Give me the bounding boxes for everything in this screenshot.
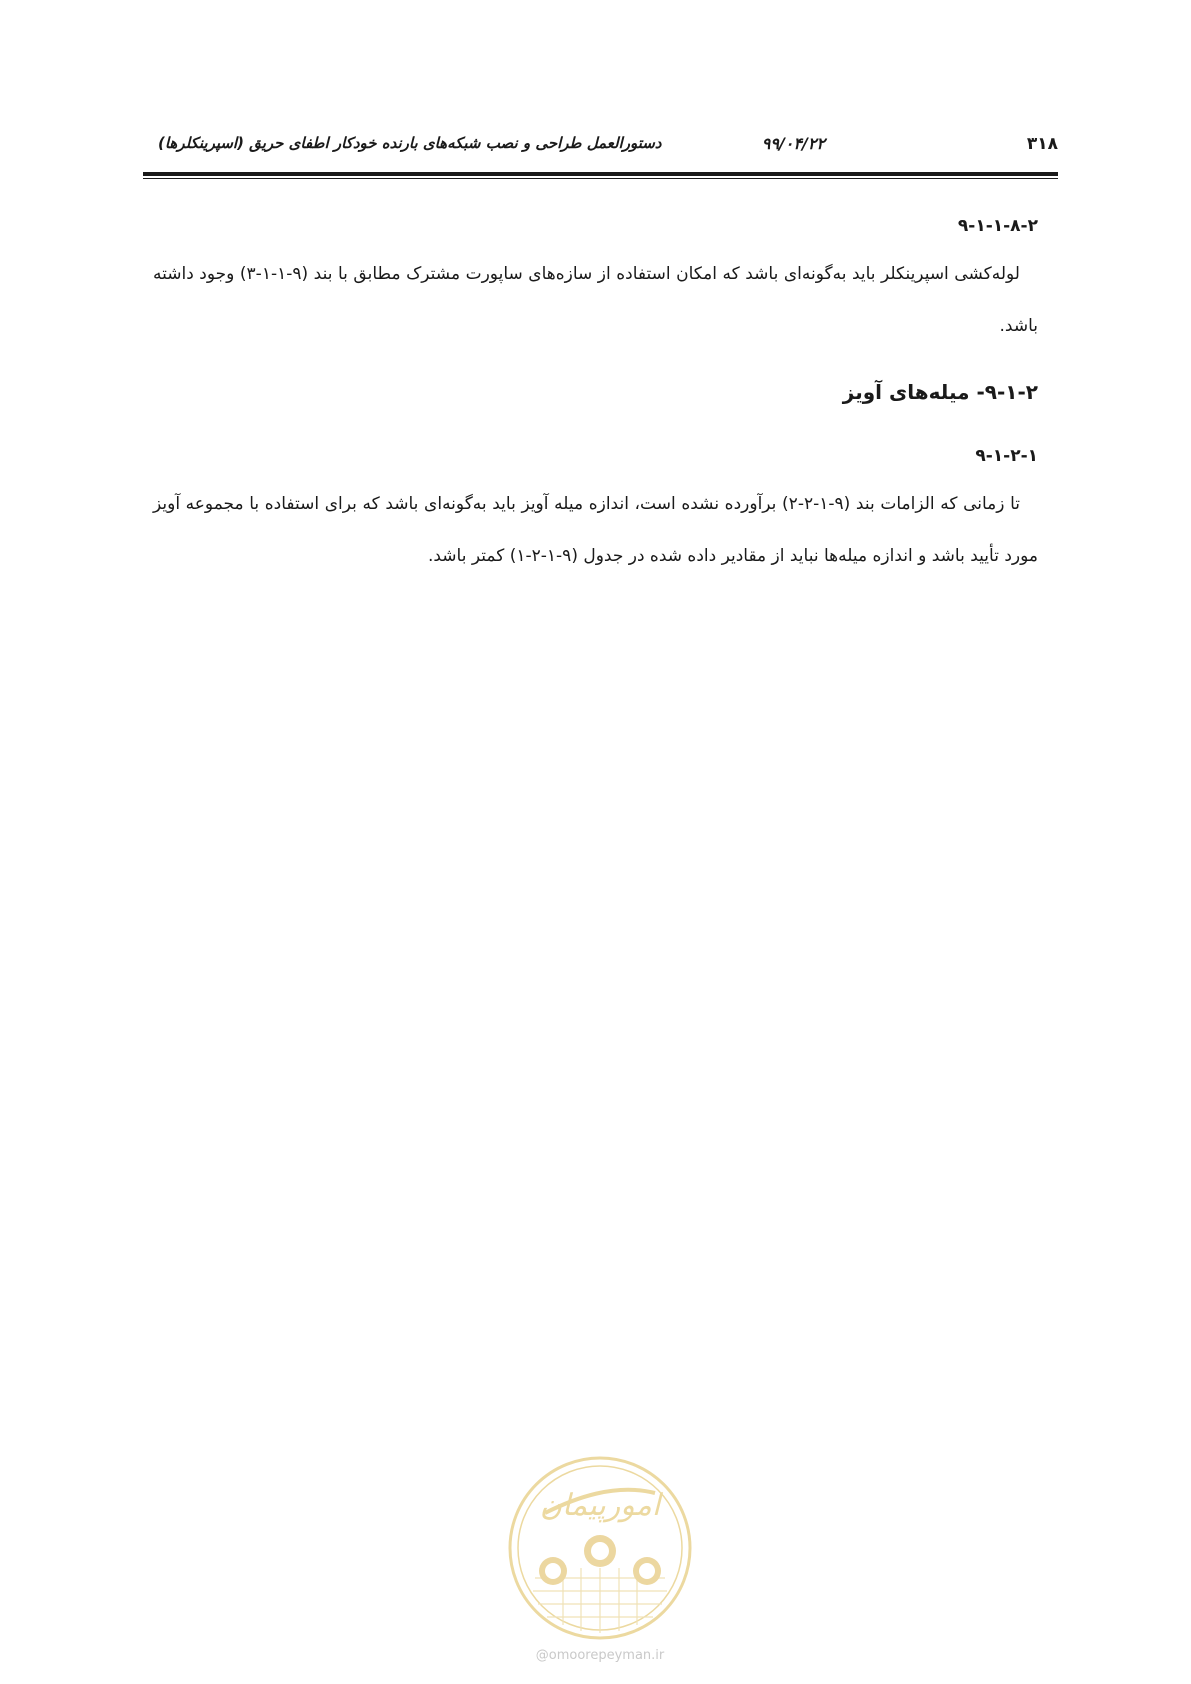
- clause-paragraph: لوله‌کشی اسپرینکلر باید به‌گونه‌ای باشد که امکان استفاده از سازه‌های ساپورت مشترک مطابق با بند (۹-۱-۱-۳) وجود داشته باشد.: [153, 264, 1038, 336]
- watermark-url: @omoorepeyman.ir: [535, 1648, 665, 1663]
- document-title: دستورالعمل طراحی و نصب شبکه‌های بارنده خودکار اطفای حریق (اسپرینکلرها): [158, 134, 662, 152]
- revision-date: ۹۹/۰۴/۲۲: [761, 134, 825, 153]
- clause-paragraph: تا زمانی که الزامات بند (۹-۱-۲-۲) برآورده نشده است، اندازه میله آویز باید به‌گونه‌ای باشد که برای استفاده با مجموعه آویز مورد تأیید باشد و اندازه میله‌ها نباید از مقادیر داده شده در جدول (۹-۱-۲-۱) کمتر باشد.: [153, 494, 1038, 566]
- clause-number: ۹-۱-۲-۱: [975, 446, 1038, 466]
- page-number: ۳۱۸: [1026, 134, 1058, 154]
- watermark-logo: [505, 1453, 695, 1643]
- page-header: [143, 132, 1058, 162]
- clause-number: ۹-۱-۱-۸-۲: [957, 216, 1038, 236]
- section-heading: ۹-۱-۲- میله‌های آویز: [842, 380, 1038, 404]
- header-rule-thin: [143, 178, 1058, 179]
- header-rule-thick: [143, 172, 1058, 176]
- page-content: [153, 210, 1038, 582]
- watermark-logo-text: امورپیمان: [539, 1488, 661, 1523]
